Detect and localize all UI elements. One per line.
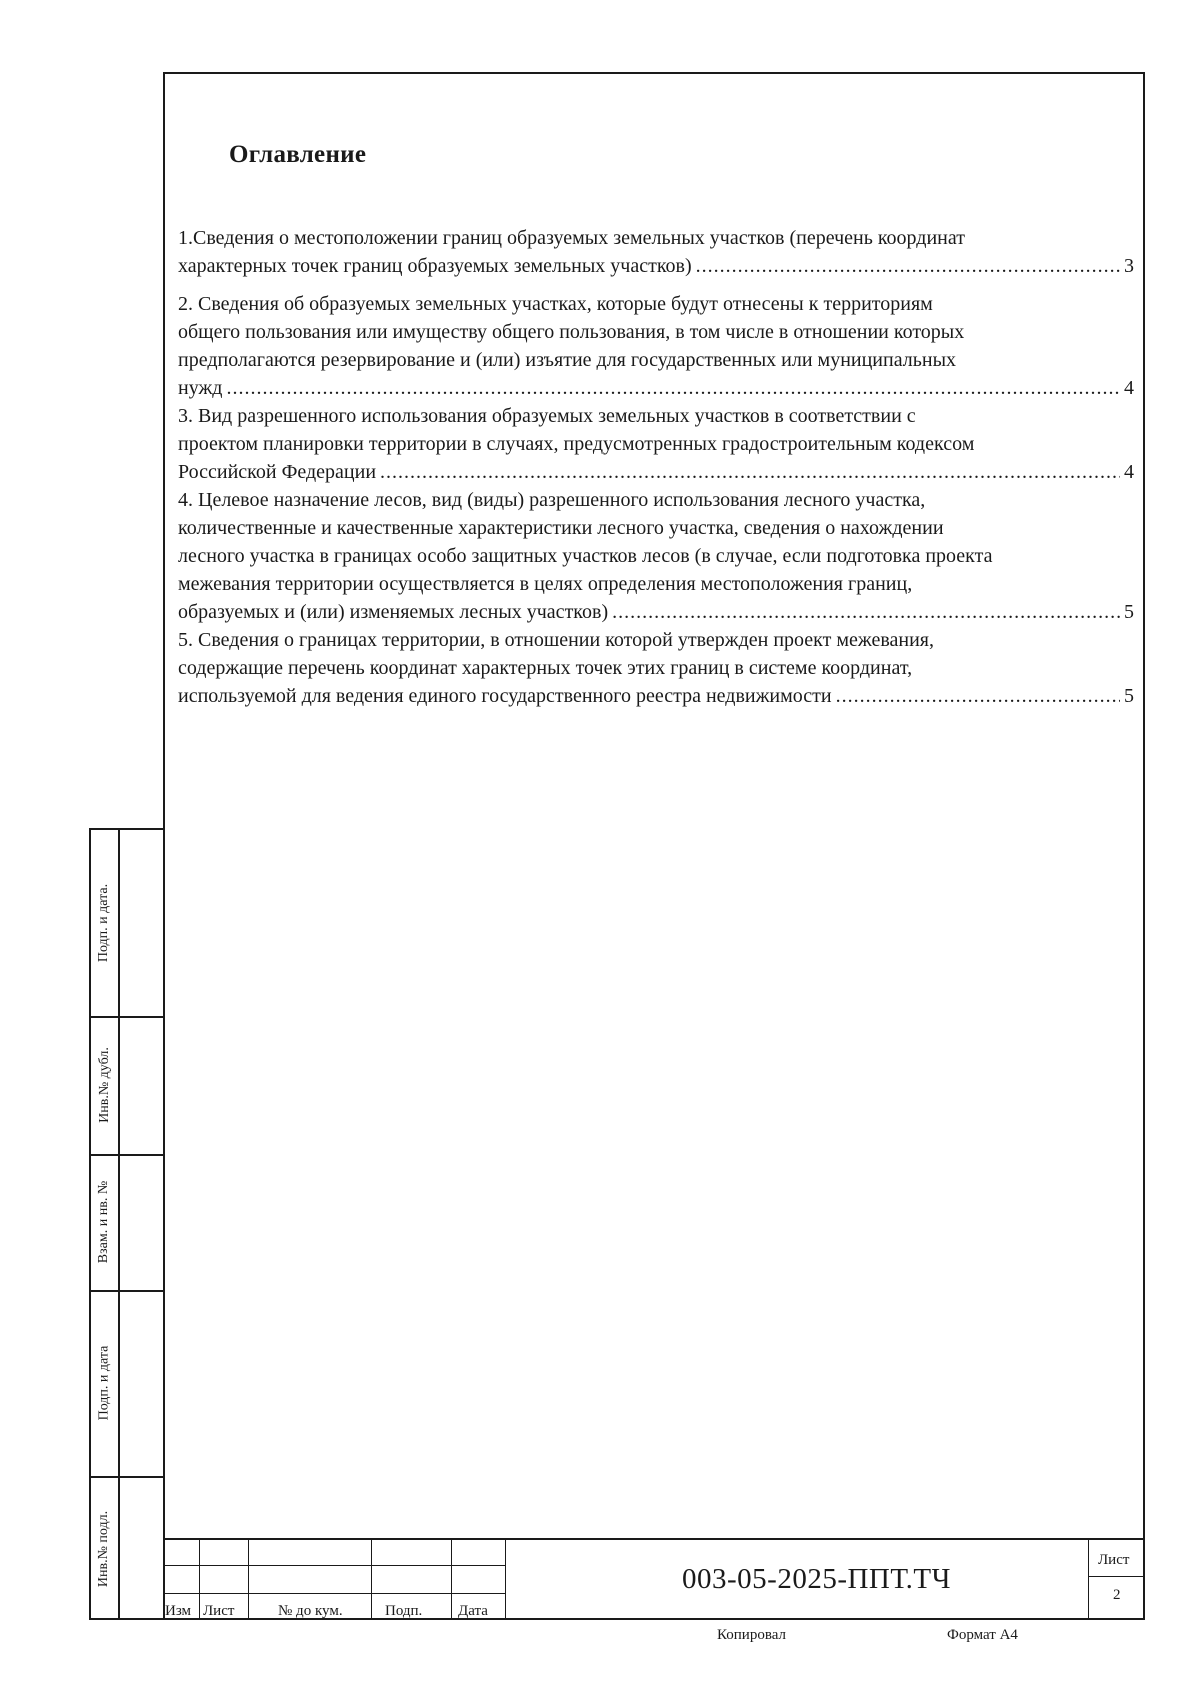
toc-lastline — [178, 458, 1134, 486]
tb-divider — [371, 1540, 372, 1620]
toc-line: нужд — [178, 377, 223, 399]
side-label-replace-inv — [91, 1154, 118, 1290]
title-block — [163, 1538, 1145, 1620]
side-label-text: Подп. и дата — [96, 1345, 112, 1421]
toc-line: проектом планировки территории в случаях, предусмотренных градостроительным кодексом — [178, 433, 975, 455]
side-divider — [118, 830, 120, 1618]
toc-line: предполагаются резервирование и (или) изъятие для государственных или муниципальных — [178, 349, 957, 371]
sheet-label: Лист — [1098, 1552, 1130, 1568]
document-code: 003-05-2025-ППТ.ТЧ — [682, 1563, 951, 1595]
toc-line: характерных точек границ образуемых земельных участков) — [178, 255, 692, 277]
toc-line: содержащие перечень координат характерных точек этих границ в системе координат, — [178, 657, 913, 679]
toc-line: используемой для ведения единого государственного реестра недвижимости — [178, 685, 832, 707]
toc-leader-dots — [696, 252, 1120, 280]
toc-line: 1.Сведения о местоположении границ образуемых земельных участков (перечень координат — [178, 227, 965, 249]
tb-divider — [505, 1540, 506, 1620]
toc-leader-dots — [612, 598, 1120, 626]
toc-line: Российской Федерации — [178, 461, 377, 483]
toc-lastline — [178, 598, 1134, 626]
toc-page-number: 3 — [1124, 255, 1134, 277]
side-label-dup-inv — [91, 1016, 118, 1154]
toc-line: количественные и качественные характеристики лесного участка, сведения о нахождении — [178, 517, 944, 539]
toc-page-number: 4 — [1124, 377, 1134, 399]
toc-page-number: 4 — [1124, 461, 1134, 483]
toc-line: образуемых и (или) изменяемых лесных участков) — [178, 601, 609, 623]
tb-row-line — [163, 1565, 505, 1566]
col-sheet: Лист — [203, 1603, 235, 1619]
col-doc-number: № до кум. — [278, 1603, 343, 1619]
side-label-text: Подп. и дата. — [96, 883, 112, 963]
toc-leader-dots — [380, 458, 1120, 486]
side-label-text: Инв.№ подл. — [96, 1510, 112, 1588]
col-change: Изм — [165, 1603, 192, 1619]
tb-row-line — [163, 1593, 505, 1594]
toc-leader-dots — [226, 374, 1120, 402]
toc-page-number: 5 — [1124, 601, 1134, 623]
tb-divider — [451, 1540, 452, 1620]
toc-item-3 — [178, 402, 1134, 486]
toc-item-1 — [178, 224, 1134, 280]
toc-line: лесного участка в границах особо защитных участков лесов (в случае, если подготовка проекта — [178, 545, 993, 567]
toc-lastline — [178, 682, 1134, 710]
toc-line: 3. Вид разрешенного использования образуемых земельных участков в соответствии с — [178, 405, 916, 427]
side-label-sign-date-2 — [91, 1290, 118, 1476]
toc-title: Оглавление — [229, 141, 367, 168]
toc-item-5 — [178, 626, 1134, 710]
toc-leader-dots — [836, 682, 1120, 710]
side-stamp — [89, 828, 163, 1620]
toc-line: 2. Сведения об образуемых земельных участках, которые будут отнесены к территориям — [178, 293, 933, 315]
col-signature: Подп. — [385, 1603, 423, 1619]
toc-page-number: 5 — [1124, 685, 1134, 707]
toc-line: 4. Целевое назначение лесов, вид (виды) разрешенного использования лесного участка, — [178, 489, 926, 511]
toc-line: межевания территории осуществляется в целях определения местоположения границ, — [178, 573, 913, 595]
toc-line: 5. Сведения о границах территории, в отношении которой утвержден проект межевания, — [178, 629, 934, 651]
toc-line: общего пользования или имуществу общего пользования, в том числе в отношении которых — [178, 321, 965, 343]
toc-item-2 — [178, 290, 1134, 402]
side-label-text: Взам. и нв. № — [96, 1180, 112, 1264]
side-label-text: Инв.№ дубл. — [96, 1047, 112, 1123]
toc-lastline — [178, 374, 1134, 402]
tb-divider — [199, 1540, 200, 1620]
tb-divider — [1088, 1540, 1089, 1620]
side-label-sign-date — [91, 830, 118, 1016]
toc-list — [178, 224, 1134, 710]
toc-lastline — [178, 252, 1134, 280]
toc-item-4 — [178, 486, 1134, 626]
copied-label: Копировал — [717, 1627, 786, 1643]
tb-row-line — [1088, 1576, 1145, 1577]
side-label-orig-inv — [91, 1476, 118, 1622]
tb-divider — [248, 1540, 249, 1620]
col-date: Дата — [458, 1603, 488, 1619]
format-label: Формат А4 — [947, 1627, 1018, 1643]
sheet-number: 2 — [1113, 1587, 1121, 1603]
